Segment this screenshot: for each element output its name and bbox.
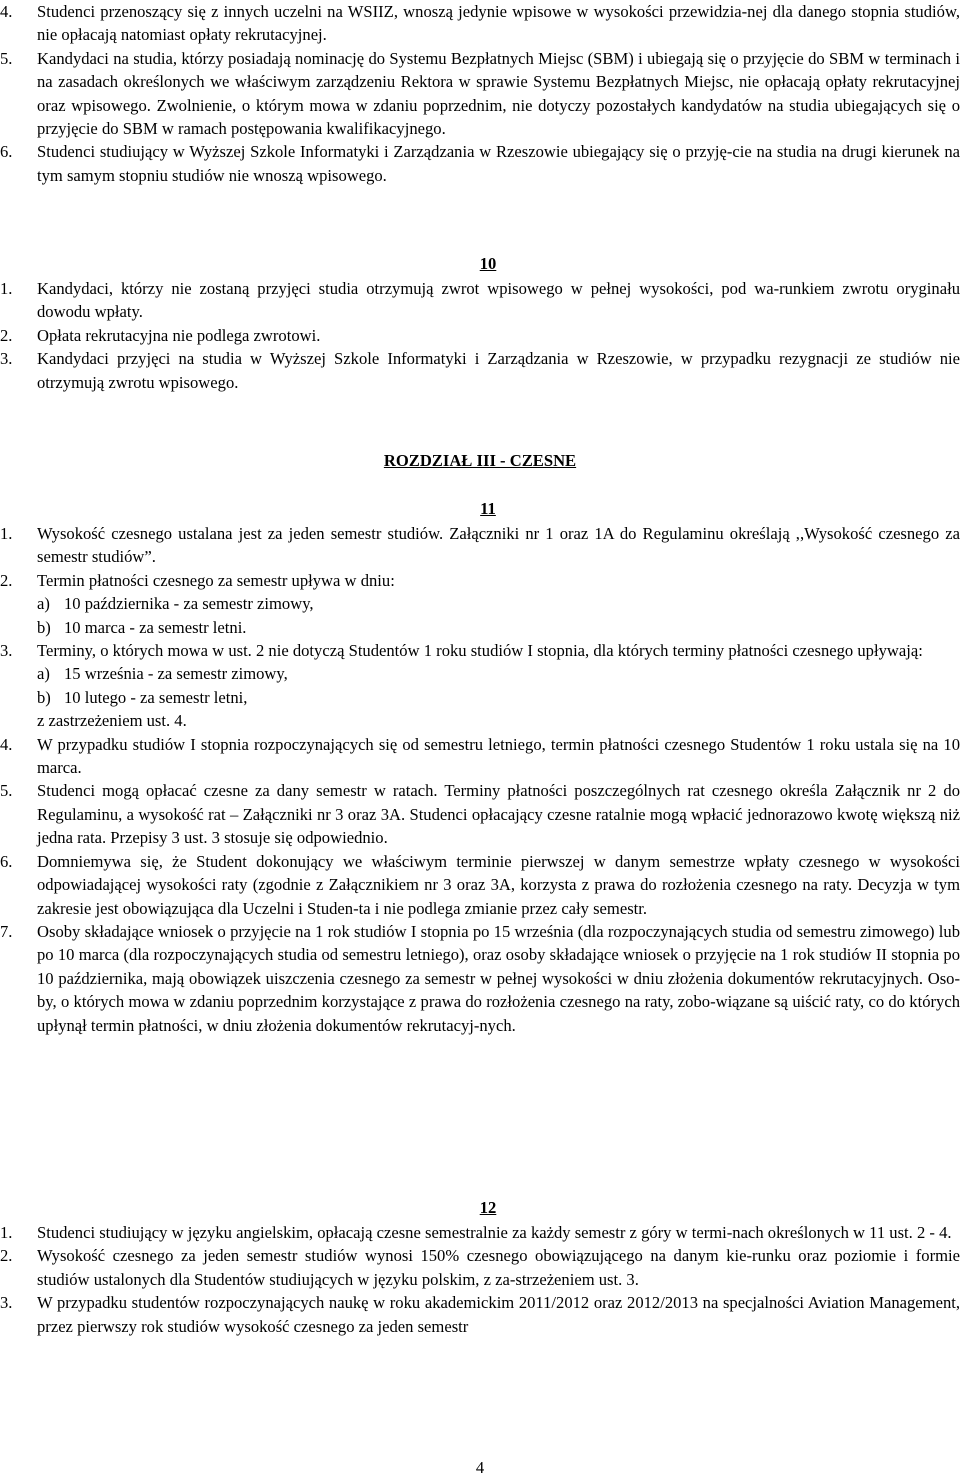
- sub-item-label: b): [37, 617, 51, 637]
- sub-item: [0, 686, 960, 709]
- sub-item-label: b): [37, 687, 51, 707]
- item-number: 1.: [0, 1223, 13, 1242]
- section-12-list: [0, 1221, 960, 1338]
- list-item: [0, 324, 960, 347]
- list-item: [0, 347, 960, 394]
- list-item: [0, 47, 960, 141]
- sub-item-label: a): [37, 594, 50, 614]
- sub-item: [0, 592, 960, 615]
- sub-item-label: a): [37, 664, 50, 684]
- item-number: 1.: [0, 279, 13, 298]
- item-continuation: z zastrzeżeniem ust. 4.: [37, 711, 187, 731]
- sub-item: [0, 662, 960, 685]
- page-number: 4: [475, 1458, 485, 1477]
- item-number: 3.: [0, 1293, 13, 1313]
- list-item: [0, 920, 960, 1037]
- item-text: W przypadku studentów rozpoczynających naukę w roku akademickim 2011/2012 oraz 2012/2013 na specjalności Aviation Management, przez pierwszy rok studiów wysokość czesnego za jeden semestr: [37, 1293, 960, 1336]
- item-number: 6.: [0, 851, 13, 871]
- sub-item-text: 10 października - za semestr zimowy,: [64, 594, 314, 614]
- item-number: 1.: [0, 524, 13, 543]
- item-number: 2.: [0, 1246, 13, 1266]
- list-item: [0, 850, 960, 920]
- item-text: Domniemywa się, że Student dokonujący we właściwym terminie pierwszej w danym semestrze wpłaty czesnego w wysokości odpowiadającej wysokości raty (zgodnie z Załącznikiem nr 3 oraz 3A, korzysta z prawa do rozłożenia czesnego na raty. Decyzja w tym zakresie jest obowiązująca dla Uczelni i Studen-ta i nie podlega zmianie przez cały semestr.: [37, 851, 960, 918]
- item-number: 5.: [0, 781, 13, 801]
- item-number: 4.: [0, 2, 13, 21]
- list-item: [0, 733, 960, 780]
- chapter-heading: [0, 449, 960, 472]
- item-text: Termin płatności czesnego za semestr upływa w dniu:: [37, 570, 395, 590]
- item-number: 3.: [0, 349, 13, 369]
- item-text: Osoby składające wniosek o przyjęcie na 1 rok studiów I stopnia po 15 września (dla rozpoczynających studia od semestru zimowego) lub po 10 marca (dla rozpoczynających studia od semestru letniego), oraz osoby składające wniosek o przyjęcie na 1 rok studiów II stopnia po 10 października, mają obowiązek uiszczenia czesnego za semestr w pełnej wysokości w dniu złożenia dokumentów rekrutacyjnych. Oso-by, o których mowa w zdaniu poprzednim korzystające z prawa do rozłożenia czesnego na raty, zobo-wiązane są uiścić raty, co do których upłynął termin płatności, w dniu złożenia dokumentów rekrutacyj-nych.: [37, 921, 960, 1035]
- item-text: Studenci przenoszący się z innych uczelni na WSIIZ, wnoszą jedynie wpisowe w wysokości przewidzia-nej dla danego stopnia studiów, nie opłacają natomiast opłaty rekrutacyjnej.: [37, 2, 960, 45]
- item-number: 6.: [0, 142, 13, 162]
- sub-item: [0, 616, 960, 639]
- list-item: [0, 1221, 960, 1244]
- item-number: 7.: [0, 921, 13, 941]
- list-item: [0, 140, 960, 187]
- list-item: [0, 1244, 960, 1291]
- item-number: 5.: [0, 48, 13, 68]
- sub-item-text: 15 września - za semestr zimowy,: [64, 664, 288, 684]
- item-text: Studenci studiujący w języku angielskim, opłacają czesne semestralnie za każdy semestr z góry w termi-nach określonych w 11 ust. 2 - 4.: [37, 1223, 952, 1242]
- section-11-list: [0, 522, 960, 1037]
- item-text: Opłata rekrutacyjna nie podlega zwrotowi.: [37, 325, 321, 345]
- item-text: Terminy, o których mowa w ust. 2 nie dotyczą Studentów 1 roku studiów I stopnia, dla których terminy płatności czesnego upływają:: [37, 641, 923, 661]
- item-text: Studenci studiujący w Wyższej Szkole Informatyki i Zarządzania w Rzeszowie ubiegający się o przyję-cie na studia na drugi kierunek na tym samym stopniu studiów nie wnoszą wpisowego.: [37, 142, 960, 185]
- item-text: Studenci mogą opłacać czesne za dany semestr w ratach. Terminy płatności poszczególnych rat czesnego określa Załącznik nr 2 do Regulaminu, a wysokość rat – Załączniki nr 3 oraz 3A. Studenci opłacający czesne ratalnie mogą wpłacić jednorazowo kwotę większą niż jedna rata. Przepisy 3 ust. 3 stosuje się odpowiednio.: [37, 781, 960, 848]
- list-item: [0, 1291, 960, 1338]
- section-heading-11: 11: [480, 499, 496, 518]
- item-text: Wysokość czesnego ustalana jest za jeden semestr studiów. Załączniki nr 1 oraz 1A do Regulaminu określają ,,Wysokość czesnego za semestr studiów”.: [37, 524, 960, 567]
- item-text: W przypadku studiów I stopnia rozpoczynających się od semestru letniego, termin płatności czesnego Studentów 1 roku ustala się na 10 marca.: [37, 734, 960, 778]
- item-number: 4.: [0, 734, 13, 754]
- item-number: 2.: [0, 325, 13, 345]
- list-item: [0, 277, 960, 324]
- item-text: Kandydaci, którzy nie zostaną przyjęci studia otrzymują zwrot wpisowego w pełnej wysokości, pod wa-runkiem zwrotu oryginału dowodu wpłaty.: [37, 279, 960, 322]
- item-text: Kandydaci przyjęci na studia w Wyższej Szkole Informatyki i Zarządzania w Rzeszowie, w przypadku rezygnacji ze studiów nie otrzymują zwrotu wpisowego.: [37, 349, 960, 392]
- sub-item-text: 10 lutego - za semestr letni,: [64, 687, 248, 707]
- item-number: 2.: [0, 570, 13, 590]
- list-item: [0, 639, 960, 662]
- chapter-title: ROZDZIAŁ III - CZESNE: [383, 451, 577, 470]
- list-item: [0, 0, 960, 47]
- section-heading-10: 10: [479, 254, 497, 273]
- list-item: [0, 779, 960, 849]
- section-10-list: [0, 277, 960, 394]
- item-number: 3.: [0, 641, 13, 661]
- list-item: [0, 522, 960, 569]
- prev-section-list: [0, 0, 960, 187]
- section-heading-12: 12: [479, 1198, 497, 1217]
- sub-item-text: 10 marca - za semestr letni.: [64, 617, 247, 637]
- item-text: Wysokość czesnego za jeden semestr studiów wynosi 150% czesnego obowiązującego na danym kie-runku oraz poziomie i formie studiów ustalonych dla Studentów studiujących w języku polskim, z za-strzeżeniem ust. 3.: [37, 1246, 960, 1289]
- list-item: [0, 569, 960, 592]
- item-text: Kandydaci na studia, którzy posiadają nominację do Systemu Bezpłatnych Miejsc (SBM) i ubiegają się o przyjęcie do SBM w terminach i na zasadach określonych we właściwym zarządzeniu Rektora w sprawie Systemu Bezpłatnych Miejsc, nie opłacają opłaty rekrutacyjnej oraz wpisowego. Zwolnienie, o którym mowa w zdaniu poprzednim, nie dotyczy pozostałych kandydatów na studia ubiegających się o przyjęcie do SBM w ramach postępowania kwalifikacyjnego.: [37, 48, 960, 139]
